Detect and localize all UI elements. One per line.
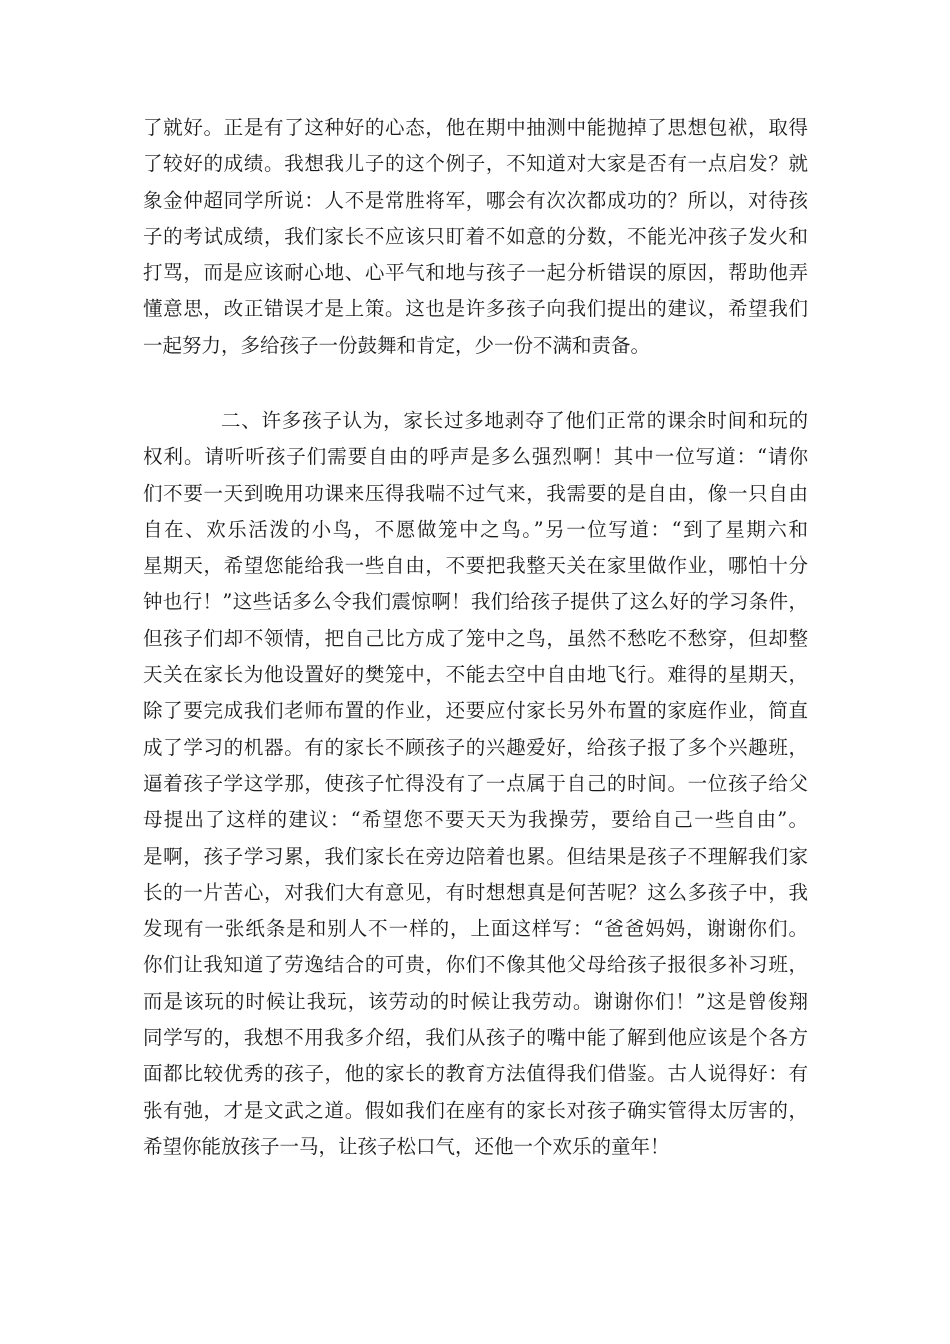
text-line: 钟也行！”这些话多么令我们震惊啊！我们给孩子提供了这么好的学习条件，	[143, 590, 808, 614]
text-line: 母提出了这样的建议：“希望您不要天天为我操劳，要给自己一些自由”。	[143, 808, 808, 832]
text-line: 天关在家长为他设置好的樊笼中，不能去空中自由地飞行。难得的星期天，	[143, 663, 808, 687]
text-line: 了就好。正是有了这种好的心态，他在期中抽测中能抛掉了思想包袱，取得	[143, 116, 808, 139]
text-line: 希望你能放孩子一马，让孩子松口气，还他一个欢乐的童年！	[143, 1134, 670, 1158]
text-line: 张有弛，才是文武之道。假如我们在座有的家长对孩子确实管得太厉害的，	[143, 1098, 808, 1122]
paragraph-1	[143, 110, 808, 364]
text-line: 自在、欢乐活泼的小鸟，不愿做笼中之鸟。”另一位写道：“到了星期六和	[143, 517, 808, 541]
text-line: 二、许多孩子认为，家长过多地剥夺了他们正常的课余时间和玩的	[221, 409, 808, 432]
text-line: 成了学习的机器。有的家长不顾孩子的兴趣爱好，给孩子报了多个兴趣班，	[143, 735, 808, 759]
text-line: 除了要完成我们老师布置的作业，还要应付家长另外布置的家庭作业，简直	[143, 699, 808, 723]
text-line: 权利。请听听孩子们需要自由的呼声是多么强烈啊！其中一位写道：“请你	[143, 445, 808, 469]
text-line: 子的考试成绩，我们家长不应该只盯着不如意的分数，不能光冲孩子发火和	[143, 224, 808, 248]
text-line: 打骂，而是应该耐心地、心平气和地与孩子一起分析错误的原因，帮助他弄	[143, 261, 808, 285]
text-line: 象金仲超同学所说：人不是常胜将军，哪会有次次都成功的？所以，对待孩	[143, 188, 808, 212]
text-line: 一起努力，多给孩子一份鼓舞和肯定，少一份不满和责备。	[143, 333, 651, 357]
text-line: 但孩子们却不领情，把自己比方成了笼中之鸟，虽然不愁吃不愁穿，但却整	[143, 626, 808, 650]
text-line: 逼着孩子学这学那，使孩子忙得没有了一点属于自己的时间。一位孩子给父	[143, 771, 808, 795]
paragraph-2	[143, 403, 808, 1165]
text-line: 长的一片苦心，对我们大有意见，有时想想真是何苦呢？这么多孩子中，我	[143, 880, 808, 904]
text-line: 是啊，孩子学习累，我们家长在旁边陪着也累。但结果是孩子不理解我们家	[143, 844, 808, 868]
text-line: 你们让我知道了劳逸结合的可贵，你们不像其他父母给孩子报很多补习班，	[143, 953, 808, 977]
text-line: 们不要一天到晚用功课来压得我喘不过气来，我需要的是自由，像一只自由	[143, 481, 808, 505]
text-line: 而是该玩的时候让我玩，该劳动的时候让我劳动。谢谢你们！”这是曾俊翔	[143, 989, 808, 1013]
text-line: 星期天，希望您能给我一些自由，不要把我整天关在家里做作业，哪怕十分	[143, 554, 808, 578]
text-line: 发现有一张纸条是和别人不一样的，上面这样写：“爸爸妈妈，谢谢你们。	[143, 917, 808, 941]
text-line: 面都比较优秀的孩子，他的家长的教育方法值得我们借鉴。古人说得好：有	[143, 1062, 808, 1086]
text-line: 同学写的，我想不用我多介绍，我们从孩子的嘴中能了解到他应该是个各方	[143, 1026, 808, 1050]
text-line: 懂意思，改正错误才是上策。这也是许多孩子向我们提出的建议，希望我们	[143, 297, 808, 321]
text-line: 了较好的成绩。我想我儿子的这个例子，不知道对大家是否有一点启发？就	[143, 152, 808, 176]
